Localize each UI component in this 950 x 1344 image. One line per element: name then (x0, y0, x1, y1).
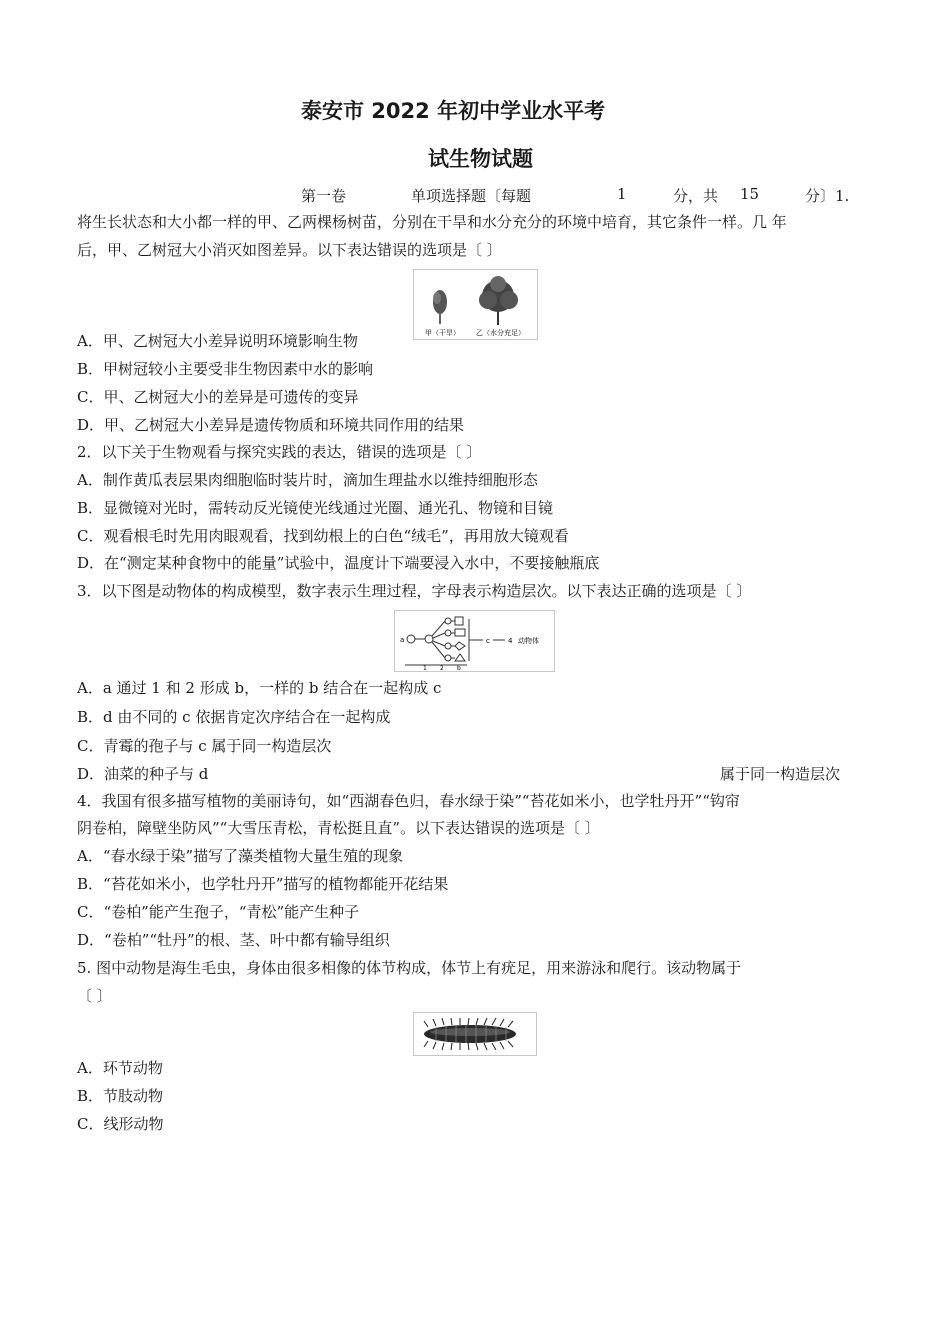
fig-label-c: c (486, 637, 490, 645)
section-part: 第一卷 (301, 187, 347, 205)
q1-option-b: B．甲树冠较小主要受非生物因素中水的影响 (77, 360, 374, 378)
fig-label-animal: 动物体 (518, 637, 539, 645)
q1-option-c: C．甲、乙树冠大小的差异是可遗传的变异 (77, 388, 359, 406)
section-type: 单项选择题〔每题 (411, 187, 532, 205)
q2-option-d: D．在“测定某种食物中的能量”试验中，温度计下端要浸入水中，不要接触瓶底 (77, 554, 600, 572)
q2-option-a: A．制作黄瓜表层果肉细胞临时装片时，滴加生理盐水以维持细胞形态 (77, 471, 538, 489)
q4-stem-line1: 4．我国有很多描写植物的美丽诗句，如“西湖春色归，春水绿于染”“苔花如米小，也学牡丹开”“钩帘 (77, 792, 740, 810)
section-unit: 分，共 (673, 187, 719, 205)
section-points: 1 (617, 185, 627, 203)
q5-option-b: B．节肢动物 (77, 1087, 164, 1105)
q3-option-d-left: D．油菜的种子与 d (77, 765, 209, 783)
fig-label-a: a (400, 636, 405, 644)
section-end: 分〕1. (805, 187, 850, 205)
q5-option-c: C．线形动物 (77, 1115, 164, 1133)
q1-tree-figure (413, 269, 538, 340)
q5-stem-line1: 5. 图中动物是海生毛虫，身体由很多相像的体节构成，体节上有疣足，用来游泳和爬行。该动物属于 (77, 959, 742, 977)
large-tree-icon (479, 276, 518, 325)
section-total: 15 (740, 185, 760, 203)
fig-label-1: 1 (423, 665, 427, 671)
q2-option-b: B．显微镜对光时，需转动反光镜使光线通过光圈、通光孔、物镜和目镜 (77, 499, 554, 517)
page-subtitle: 试生物试题 (428, 147, 533, 171)
q4-option-c: C．“卷柏”能产生孢子，“青松”能产生种子 (77, 903, 360, 921)
q5-worm-figure (413, 1012, 537, 1056)
q5-option-a: A．环节动物 (77, 1059, 163, 1077)
q3-structure-figure (394, 610, 555, 672)
sea-worm-icon (414, 1013, 536, 1055)
q3-option-b: B．d 由不同的 c 依据肯定次序结合在一起构成 (77, 708, 391, 726)
q2-option-c: C．观看根毛时先用肉眼观看，找到幼根上的白色“绒毛”，再用放大镜观看 (77, 527, 569, 545)
q3-option-c: C．青霉的孢子与 c 属于同一构造层次 (77, 737, 332, 755)
q3-option-a: A．a 通过 1 和 2 形成 b，一样的 b 结合在一起构成 c (77, 679, 442, 697)
q4-option-a: A．“春水绿于染”描写了藻类植物大量生殖的现象 (77, 847, 404, 865)
fig-label-a: 甲（干旱） (425, 329, 460, 337)
small-tree-icon (433, 290, 447, 324)
q1-stem-line2: 后，甲、乙树冠大小消灭如图差异。以下表达错误的选项是〔 〕 (77, 241, 502, 259)
page-title: 泰安市 2022 年初中学业水平考 (301, 99, 606, 123)
q1-option-d: D．甲、乙树冠大小差异是遗传物质和环境共同作用的结果 (77, 416, 465, 434)
q4-option-d: D．“卷柏”“牡丹”的根、茎、叶中都有输导组织 (77, 931, 390, 949)
q3-stem: 3．以下图是动物体的构成模型，数字表示生理过程，字母表示构造层次。以下表达正确的选项是〔 〕 (77, 582, 752, 600)
fig-label-2: 2 (440, 665, 444, 671)
fig-label-b: b (457, 665, 461, 671)
q1-stem-line1: 将生长状态和大小都一样的甲、乙两棵杨树苗，分别在干旱和水分充分的环境中培育，其它条件一样。几 年 (77, 213, 787, 231)
q3-option-d-right: 属于同一构造层次 (720, 765, 841, 783)
q2-stem: 2．以下关于生物观看与探究实践的表达，错误的选项是〔 〕 (77, 443, 482, 461)
q5-stem-line2: 〔 〕 (77, 987, 112, 1005)
q1-option-a: A．甲、乙树冠大小差异说明环境影响生物 (77, 332, 358, 350)
fig-label-4: 4 (508, 637, 513, 645)
q4-option-b: B．“苔花如米小，也学牡丹开”描写的植物都能开花结果 (77, 875, 449, 893)
fig-label-b: 乙（水分充足） (476, 329, 525, 337)
q4-stem-line2: 阴卷柏，障壁坐防风”“大雪压青松，青松挺且直”。以下表达错误的选项是〔 〕 (77, 819, 600, 837)
